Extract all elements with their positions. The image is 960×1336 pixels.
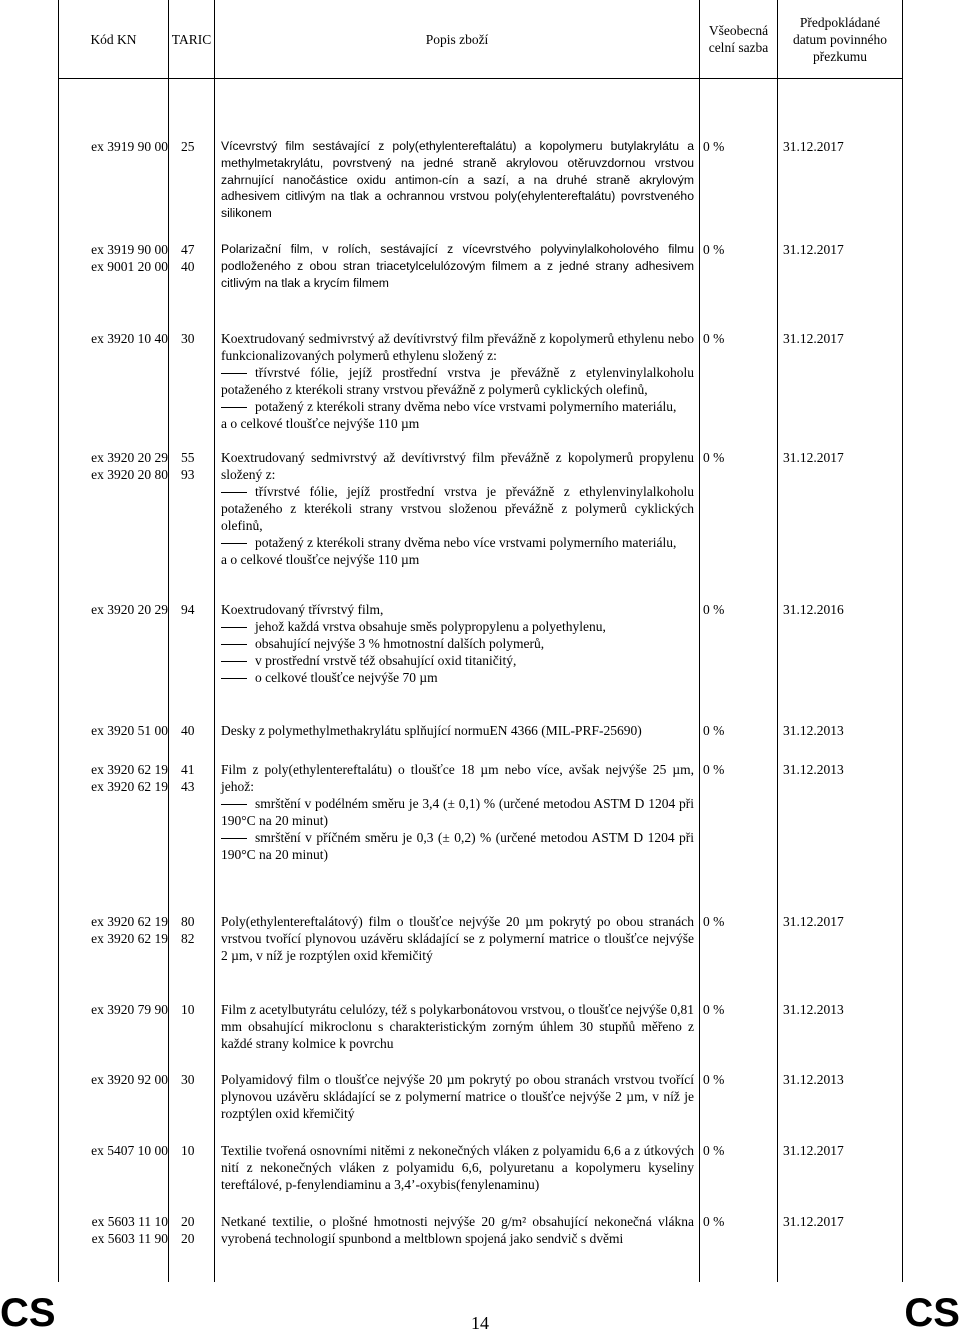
description [221,138,694,222]
description-dash-item: potažený z kterékoli strany dvěma nebo více vrstvami polymerního materiálu, [221,398,694,415]
description [221,1001,694,1052]
taric-code-line: 10 [181,1143,195,1158]
description [221,722,694,739]
kn-code [62,601,168,618]
kn-code [62,330,168,347]
review-date: 31.12.2013 [783,1002,844,1017]
taric-code-line: 43 [181,779,195,794]
description-dash-item: v prostřední vrstvě též obsahující oxid titaničitý, [221,652,694,669]
kn-code [62,138,168,155]
kn-code-line: ex 3920 20 29 [91,450,168,465]
header-popis [215,0,699,78]
kn-code-line: ex 5407 10 00 [91,1143,168,1158]
kn-code [62,1071,168,1088]
review-date: 31.12.2017 [783,242,844,257]
kn-code-line: ex 3920 62 19 [91,762,168,777]
taric-code [181,761,201,795]
taric-code-line: 80 [181,914,195,929]
kn-code-line: ex 3920 92 00 [91,1072,168,1087]
header-rule [58,78,902,79]
duty-rate: 0 % [703,914,725,929]
taric-code [181,330,201,347]
duty-rate: 0 % [703,1072,725,1087]
column-rule [777,0,778,1282]
kn-code-line: ex 3920 79 90 [91,1002,168,1017]
description [221,449,694,568]
description-text: Film z acetylbutyrátu celulózy, též s polykarbonátovou vrstvou, o tloušťce nejvýše 0,81 mm obsahující mikroclonu s charakteristickým zorným úhlem 30 stupňů měřeno z každé strany kolmice k povrchu [221,1002,694,1051]
duty-rate: 0 % [703,331,725,346]
description [221,913,694,964]
taric-code [181,241,201,275]
review-date: 31.12.2013 [783,1072,844,1087]
taric-code-line: 20 [181,1214,195,1229]
description [221,1142,694,1193]
kn-code [62,913,168,947]
kn-code [62,761,168,795]
header-sazba-line: Všeobecná [708,23,769,38]
header-popis-text: Popis zboží [425,31,489,47]
taric-code [181,913,201,947]
header-datum-line: datum povinného [792,31,888,47]
description [221,330,694,432]
description-text: Polyamidový film o tloušťce nejvýše 20 µm pokrytý po obou stranách vrstvou tvořící plynovou uzávěru skládající se z polymerní matrice o tloušťce nejvýše 2 µm, v níž je rozptýlen oxid křemičitý [221,1072,694,1121]
review-date: 31.12.2016 [783,602,844,617]
kn-code [62,1213,168,1247]
description-dash-item: smrštění v podélném směru je 3,4 (± 0,1) % (určené metodou ASTM D 1204 při 190°C na 20 minut) [221,796,694,828]
taric-code-line: 82 [181,931,195,946]
review-date: 31.12.2017 [783,450,844,465]
column-rule [902,0,903,1282]
header-taric-text: TARIC [171,31,212,47]
description-text: Textilie tvořená osnovními nitěmi z nekonečných vláken z polyamidu 6,6 a z útkových nití z nekonečných vláken z polyamidu 6,6, polyuretanu a kopolymeru kyseliny tereftálové, p-fenylendiaminu a 3,4’-oxybis(fenylenaminu) [221,1143,694,1192]
review-date: 31.12.2017 [783,1143,844,1158]
kn-code-line: ex 3919 90 00 [91,139,168,154]
header-kod-kn [59,0,168,78]
kn-code-line: ex 5603 11 10 [91,1214,168,1229]
header-datum [778,0,902,78]
description-tail: a o celkové tloušťce nejvýše 110 µm [221,416,420,431]
description-text: Vícevrstvý film sestávající z poly(ethylentereftalátu) a kopolymeru butylakrylátu a methylmetakrylátu, povrstvený na jedné straně akrylovou otěruvzdornou vrstvou zahrnující nanočástice oxidu antimon-cín a sazí, a na druhé straně akrylovým adhesivem citlivým na tlak a ochrannou vrstvou poly(ehylentereftalátu) povrstveného silikonem [221,139,694,221]
taric-code [181,722,201,739]
description [221,601,694,686]
description-dash-item: smrštění v příčném směru je 0,3 (± 0,2) % (určené metodou ASTM D 1204 při 190°C na 20 minut) [221,830,694,862]
taric-code-line: 40 [181,723,195,738]
description-dash-item: obsahující nejvýše 3 % hmotnostní dalších polymerů, [221,635,694,652]
kn-code-line: ex 3920 51 00 [91,723,168,738]
description-tail: a o celkové tloušťce nejvýše 110 µm [221,552,420,567]
description-dash-item: třívrstvé fólie, jejíž prostřední vrstva je převážně z etylenvinylalkoholu potaženého z kterékoli strany vrstvou převážně z polymerů cyklických olefinů, [221,365,694,397]
taric-code-line: 20 [181,1231,195,1246]
duty-rate: 0 % [703,602,725,617]
description [221,1071,694,1122]
duty-rate: 0 % [703,139,725,154]
taric-code [181,1071,201,1088]
kn-code-line: ex 3920 20 80 [91,467,168,482]
kn-code [62,722,168,739]
taric-code-line: 25 [181,139,195,154]
header-sazba [700,0,777,78]
description [221,241,694,291]
description-dash-item: třívrstvé fólie, jejíž prostřední vrstva je převážně z ethylenvinylalkoholu potaženého z kterékoli strany vrstvou složenou převážně z polymerů cyklických olefinů, [221,484,694,533]
column-rule [699,0,700,1282]
footer-language-right: CS [904,1291,960,1335]
taric-code [181,1213,201,1247]
review-date: 31.12.2017 [783,331,844,346]
column-rule [58,0,59,1282]
column-rule [214,0,215,1282]
kn-code-line: ex 9001 20 00 [91,259,168,274]
taric-code-line: 10 [181,1002,195,1017]
header-datum-line: Předpokládané [799,14,881,30]
header-sazba-line: celní sazba [708,40,769,55]
kn-code-line: ex 3920 10 40 [91,331,168,346]
taric-code [181,1142,201,1159]
description [221,1213,694,1247]
description-dash-item: potažený z kterékoli strany dvěma nebo více vrstvami polymerního materiálu, [221,534,694,551]
duty-rate: 0 % [703,1214,725,1229]
kn-code [62,449,168,483]
kn-code-line: ex 3920 20 29 [91,602,168,617]
description-text: Koextrudovaný třívrstvý film, [221,602,384,617]
kn-code-line: ex 3920 62 19 [91,779,168,794]
header-datum-line: přezkumu [813,48,867,64]
review-date: 31.12.2013 [783,723,844,738]
description-text: Koextrudovaný sedmivrstvý až devítivrstvý film převážně z kopolymerů propylenu složený z: [221,450,694,482]
kn-code [62,1001,168,1018]
header-taric [169,0,214,78]
taric-code-line: 94 [181,602,195,617]
header-kod-kn-text: Kód KN [90,31,137,47]
kn-code-line: ex 5603 11 90 [91,1231,168,1246]
kn-code [62,1142,168,1159]
description-text: Koextrudovaný sedmivrstvý až devítivrstvý film převážně z kopolymerů ethylenu nebo funkcionalizovaných polymerů ethylenu složený z: [221,331,694,363]
taric-code-line: 40 [181,259,195,274]
page-number: 14 [471,1313,489,1333]
duty-rate: 0 % [703,450,725,465]
taric-code [181,138,201,155]
footer-language-left: CS [0,1291,56,1335]
taric-code [181,1001,201,1018]
duty-rate: 0 % [703,242,725,257]
kn-code-line: ex 3920 62 19 [91,931,168,946]
review-date: 31.12.2017 [783,1214,844,1229]
kn-code-line: ex 3920 62 19 [91,914,168,929]
column-rule [168,0,169,1282]
kn-code [62,241,168,275]
taric-code-line: 30 [181,1072,195,1087]
taric-code-line: 41 [181,762,195,777]
taric-code-line: 47 [181,242,195,257]
taric-code-line: 93 [181,467,195,482]
description-text: Desky z polymethylmethakrylátu splňující normuEN 4366 (MIL-PRF-25690) [221,723,642,738]
taric-code [181,449,201,483]
description-dash-item: jehož každá vrstva obsahuje směs polypropylenu a polyethylenu, [221,618,694,635]
duty-rate: 0 % [703,723,725,738]
taric-code [181,601,201,618]
review-date: 31.12.2013 [783,762,844,777]
review-date: 31.12.2017 [783,139,844,154]
description-text: Poly(ethylentereftalátový) film o tloušťce nejvýše 20 µm pokrytý po obou stranách vrstvou tvořící plynovou uzávěru skládající se z polymerní matrice o tloušťce nejvýše 2 µm, v níž je rozptýlen oxid křemičitý [221,914,694,963]
description [221,761,694,863]
taric-code-line: 55 [181,450,195,465]
duty-rate: 0 % [703,1002,725,1017]
duty-rate: 0 % [703,762,725,777]
description-text: Film z poly(ethylentereftalátu) o tloušťce 18 µm nebo více, avšak nejvýše 25 µm, jehož: [221,762,694,794]
duty-rate: 0 % [703,1143,725,1158]
review-date: 31.12.2017 [783,914,844,929]
description-dash-item: o celkové tloušťce nejvýše 70 µm [221,669,694,686]
description-text: Netkané textilie, o plošné hmotnosti nejvýše 20 g/m² obsahující nekonečná vlákna vyrobená technologií spunbond a meltblown spojená jako sendvič s dvěmi [221,1214,694,1246]
taric-code-line: 30 [181,331,195,346]
description-text: Polarizační film, v rolích, sestávající z vícevrstvého polyvinylalkoholového filmu podloženého z obou stran triacetylcelulózovým filmem a z jedné strany adhesivem citlivým na tlak a krycím filmem [221,242,694,290]
kn-code-line: ex 3919 90 00 [91,242,168,257]
